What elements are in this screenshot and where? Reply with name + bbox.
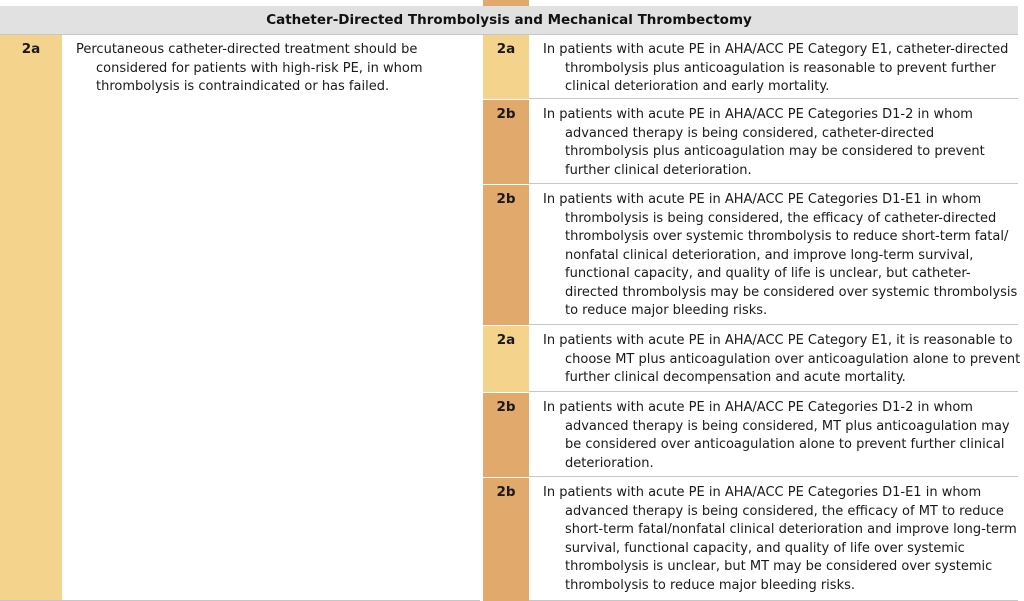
recommendation-row <box>483 35 1018 99</box>
recommendation-text: In patients with acute PE in AHA/ACC PE Category E1, it is reasonable to choose MT plus anticoagulation over anticoagulation alone to prevent further clinical decompensation and acute mortality. <box>543 333 1021 385</box>
class-label: 2a <box>21 41 41 57</box>
recommendation-text: In patients with acute PE in AHA/ACC PE Categories D1-E1 in whom thrombolysis is being considered, the efficacy of catheter-directed thrombolysis over systemic thrombolysis to reduce short-term fatal/ nonfatal clinical deterioration, and improve long-term survival, functional capacity, and quality of life is unclear, but catheter-directed thrombolysis may be considered over systemic thrombolysis to reduce major bleeding risks. <box>543 192 1018 318</box>
recommendation-row <box>483 185 1018 325</box>
left-class-cell <box>0 35 62 601</box>
section-title: Catheter-Directed Thrombolysis and Mechanical Thrombectomy <box>266 12 752 28</box>
class-cell <box>483 478 529 601</box>
row-divider <box>529 98 1018 99</box>
class-label: 2b <box>496 484 516 500</box>
class-cell <box>483 185 529 325</box>
recommendation-text: In patients with acute PE in AHA/ACC PE Category E1, catheter-directed thrombolysis plus anticoagulation is reasonable to prevent further clinical deterioration and early mortality. <box>543 42 1009 94</box>
recommendation-row <box>483 393 1018 477</box>
row-divider <box>529 183 1018 184</box>
recommendation-text-cell <box>543 399 1021 473</box>
row-divider <box>529 476 1018 477</box>
class-cell <box>483 35 529 99</box>
class-label: 2b <box>496 106 516 122</box>
section-header <box>0 6 1018 34</box>
recommendation-row <box>483 100 1018 184</box>
recommendation-text-cell <box>543 332 1021 388</box>
class-cell <box>483 326 529 392</box>
recommendation-row <box>483 478 1018 601</box>
recommendation-text: In patients with acute PE in AHA/ACC PE Categories D1-E1 in whom advanced therapy is being considered, the efficacy of MT to reduce short-term fatal/nonfatal clinical deterioration and improve long-term survival, functional capacity, and quality of life over systemic thrombolysis is unclear, but MT may be considered over systemic thrombolysis to reduce major bleeding risks. <box>543 485 1017 593</box>
recommendation-text: In patients with acute PE in AHA/ACC PE Categories D1-2 in whom advanced therapy is being considered, MT plus anticoagulation may be considered over anticoagulation alone to prevent further clinical deterioration. <box>543 400 1010 471</box>
class-cell <box>483 100 529 184</box>
recommendation-text-cell <box>543 191 1021 321</box>
class-label: 2a <box>496 332 516 348</box>
recommendation-text: In patients with acute PE in AHA/ACC PE Categories D1-2 in whom advanced therapy is being considered, catheter-directed thrombolysis plus anticoagulation may be considered to prevent further clinical deterioration. <box>543 107 985 178</box>
class-label: 2a <box>496 41 516 57</box>
row-divider <box>529 324 1018 325</box>
class-cell <box>483 393 529 477</box>
class-label: 2b <box>496 191 516 207</box>
class-label: 2b <box>496 399 516 415</box>
row-divider <box>529 391 1018 392</box>
recommendation-row <box>483 326 1021 392</box>
recommendation-text-cell <box>543 484 1021 595</box>
recommendation-text-cell <box>543 106 1021 180</box>
recommendation-text: Percutaneous catheter-directed treatment should be considered for patients with high-risk PE, in whom thrombolysis is contraindicated or has failed. <box>76 42 423 94</box>
left-recommendation <box>76 41 464 97</box>
recommendation-text-cell <box>543 41 1021 97</box>
